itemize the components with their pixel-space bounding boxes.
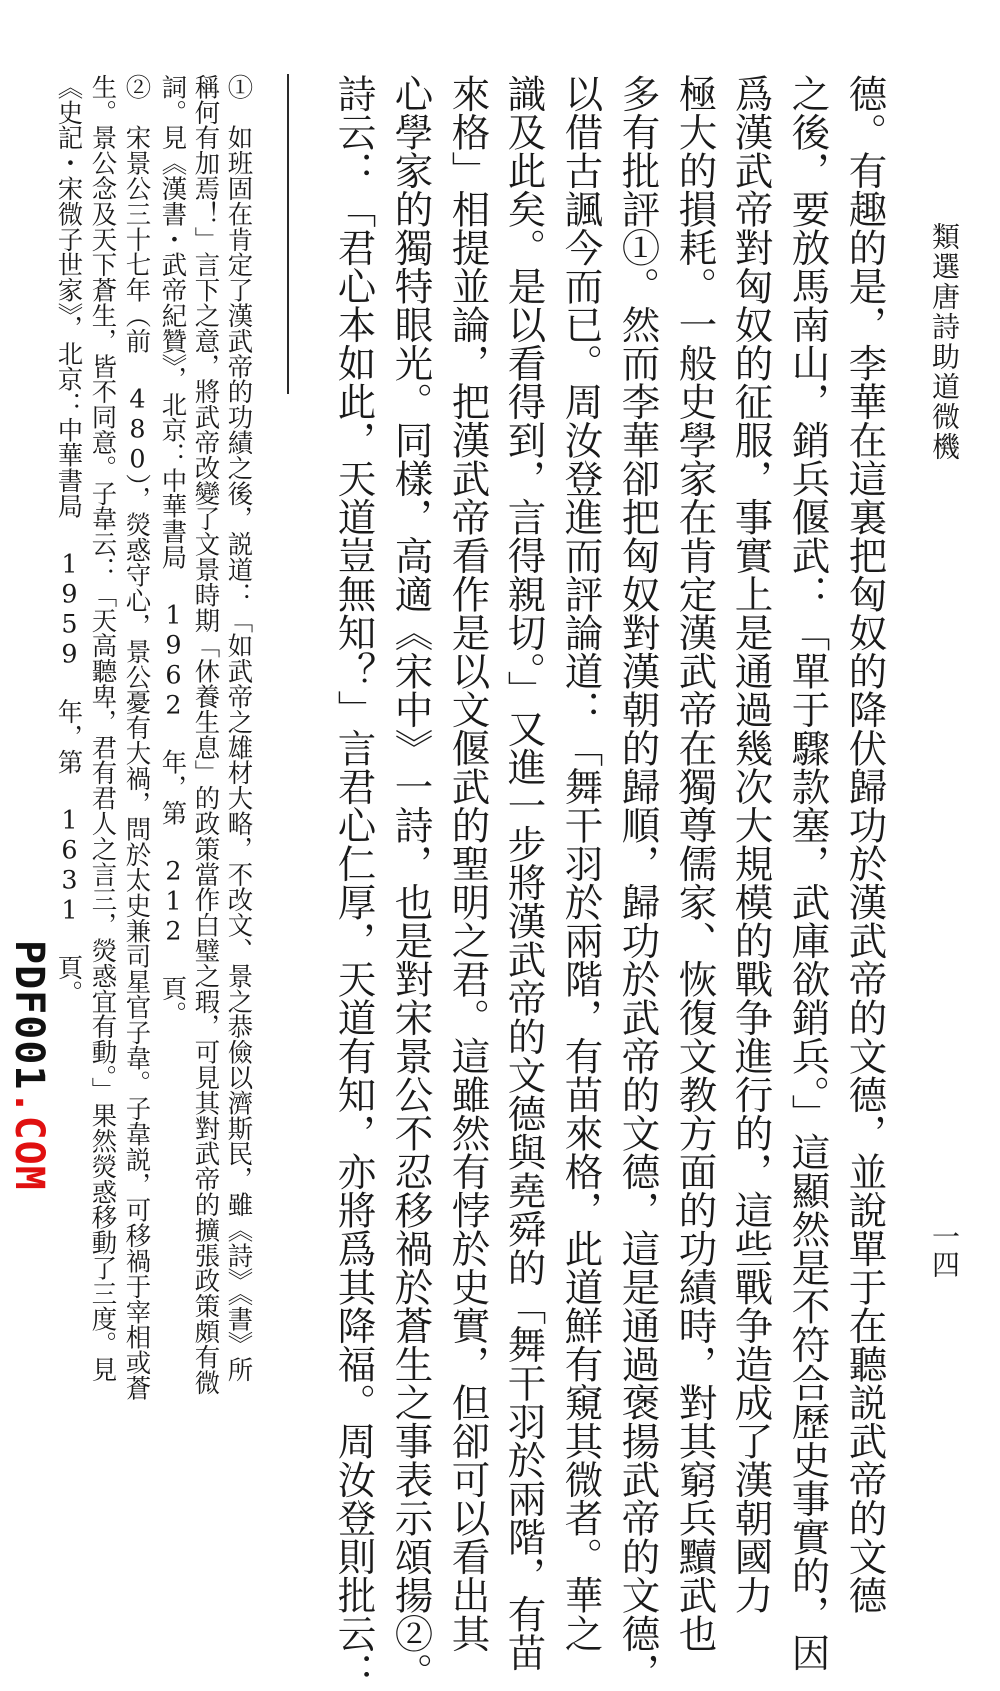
footnote-line: 《史記・宋微子世家》，北京：中華書局 1959 年，第 1631 頁。 — [54, 74, 85, 1006]
body-line: 多有批評①。然而李華卻把匈奴對漢朝的歸順，歸功於武帝的文德，這是通過褒揚武帝的文德， — [615, 74, 661, 1691]
body-line: 德。有趣的是，李華在這裏把匈奴的降伏歸功於漢武帝的文德，並說單于在聽説武帝的文德 — [842, 74, 888, 1614]
body-line: 極大的損耗。一般史學家在肯定漢武帝在獨尊儒家、恢復文教方面的功績時，對其窮兵黷武也 — [672, 74, 718, 1653]
body-line: 爲漢武帝對匈奴的征服，事實上是通過幾次大規模的戰争進行的，這些戰争造成了漢朝國力 — [728, 74, 774, 1614]
body-line: 來格」相提並論，把漢武帝看作是以文偃武的聖明之君。這雖然有悖於史實，但卻可以看出其 — [445, 74, 491, 1653]
watermark — [6, 940, 52, 1191]
footnote-line: 詞。見《漢書・武帝紀贊》，北京：中華書局 1962 年，第 212 頁。 — [158, 74, 189, 1027]
running-title: 類選唐詩助道微機 — [928, 222, 961, 462]
footnote-separator — [287, 74, 289, 394]
footnote-line: 稱何有加焉！」言下之意，將武帝改變了文景時期「休養生息」的政策當作白璧之瑕，可見其對武帝的擴張政策頗有微 — [191, 74, 222, 1395]
watermark-suffix: .COM — [6, 1090, 52, 1191]
body-line: 識及此矣。是以看得到，言得親切。」又進一步將漢武帝的文德與堯舜的「舞干羽於兩階，有苗 — [501, 74, 547, 1672]
watermark-prefix: PDF001 — [6, 940, 52, 1091]
body-line: 詩云：「君心本如此，天道豈無知？」言君心仁厚，天道有知，亦將爲其降福。周汝登則批云： — [331, 74, 377, 1691]
footnote-line: ② 宋景公三十七年（前 480），熒惑守心，景公憂有大禍，問於太史兼司星官子韋。子韋説，可移禍于宰相或蒼 — [122, 74, 153, 1401]
page-number: 一四 — [928, 1222, 961, 1278]
body-line: 以借古諷今而已。周汝登進而評論道：「舞干羽於兩階，有苗來格，此道鮮有窺其微者。華之 — [558, 74, 604, 1653]
footnote-line: 生。景公念及天下蒼生，皆不同意。子韋云：「天高聽卑，君有君人之言三，熒惑宜有動。」果然熒惑移動了三度。見 — [88, 74, 119, 1383]
body-line: 之後，要放馬南山，銷兵偃武：「單于驟款塞，武庫欲銷兵。」這顯然是不符合歷史事實的，因 — [785, 74, 831, 1672]
body-line: 心學家的獨特眼光。同樣，高適《宋中》一詩，也是對宋景公不忍移禍於蒼生之事表示頌揚②。 — [388, 74, 434, 1691]
footnote-line: ① 如班固在肯定了漢武帝的功績之後，説道：「如武帝之雄材大略，不改文、景之恭儉以濟斯民，雖《詩》《書》所 — [224, 74, 255, 1383]
